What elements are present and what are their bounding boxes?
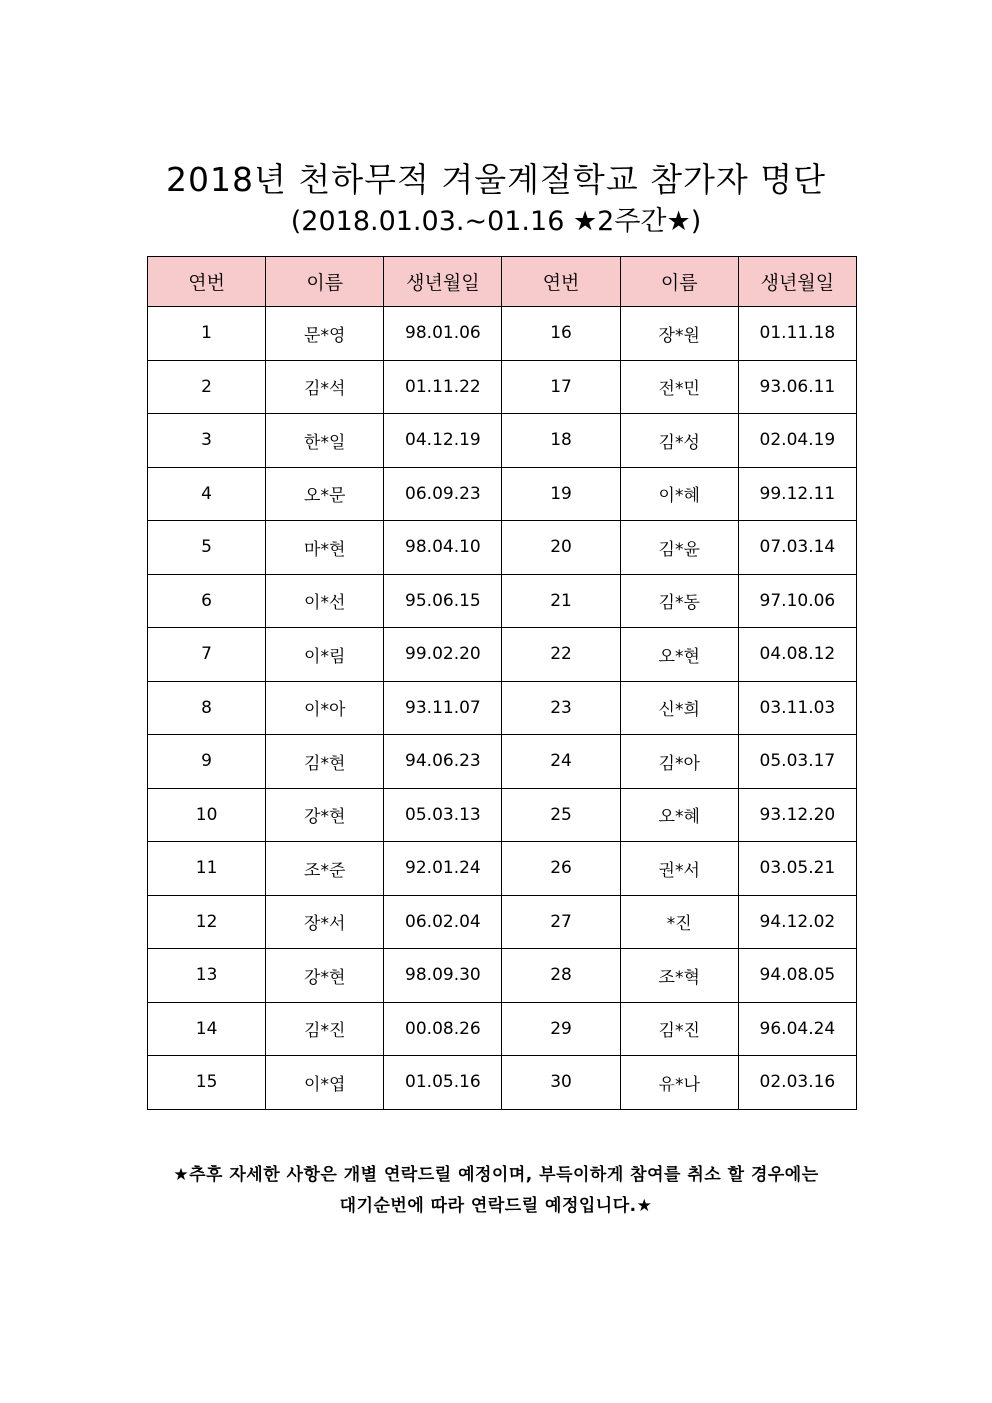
cell-name: 권*서 <box>620 842 738 896</box>
cell-number: 7 <box>148 628 266 682</box>
cell-number: 19 <box>502 467 620 521</box>
cell-birthdate: 02.04.19 <box>738 414 856 468</box>
cell-name: 오*현 <box>620 628 738 682</box>
cell-name: 이*선 <box>266 574 384 628</box>
cell-number: 10 <box>148 788 266 842</box>
table-row <box>148 949 857 1003</box>
cell-number: 22 <box>502 628 620 682</box>
cell-number: 8 <box>148 681 266 735</box>
cell-name: 조*준 <box>266 842 384 896</box>
cell-name: 김*아 <box>620 735 738 789</box>
cell-name: 김*윤 <box>620 521 738 575</box>
cell-birthdate: 00.08.26 <box>384 1002 502 1056</box>
cell-name: 이*엽 <box>266 1056 384 1110</box>
cell-name: 김*동 <box>620 574 738 628</box>
cell-number: 30 <box>502 1056 620 1110</box>
cell-birthdate: 04.12.19 <box>384 414 502 468</box>
cell-birthdate: 99.02.20 <box>384 628 502 682</box>
cell-number: 1 <box>148 307 266 361</box>
table-row <box>148 574 857 628</box>
page-title: 2018년 천하무적 겨울계절학교 참가자 명단 <box>166 160 826 199</box>
cell-number: 2 <box>148 360 266 414</box>
cell-number: 16 <box>502 307 620 361</box>
cell-number: 28 <box>502 949 620 1003</box>
cell-number: 26 <box>502 842 620 896</box>
cell-number: 13 <box>148 949 266 1003</box>
cell-name: 전*민 <box>620 360 738 414</box>
cell-name: 신*희 <box>620 681 738 735</box>
cell-name: 김*진 <box>266 1002 384 1056</box>
cell-number: 4 <box>148 467 266 521</box>
cell-name: 유*나 <box>620 1056 738 1110</box>
notice-line-1: ★추후 자세한 사항은 개별 연락드릴 예정이며, 부득이하게 참여를 취소 할 경우에는 <box>173 1165 819 1185</box>
cell-birthdate: 93.11.07 <box>384 681 502 735</box>
table-row <box>148 521 857 575</box>
cell-birthdate: 04.08.12 <box>738 628 856 682</box>
cell-birthdate: 97.10.06 <box>738 574 856 628</box>
cell-name: 오*문 <box>266 467 384 521</box>
cell-birthdate: 98.01.06 <box>384 307 502 361</box>
header-number-right: 연번 <box>502 257 620 307</box>
cell-name: 조*혁 <box>620 949 738 1003</box>
page-subtitle: (2018.01.03.~01.16 ★2주간★) <box>290 206 702 237</box>
table-row <box>148 842 857 896</box>
header-number-left: 연번 <box>148 257 266 307</box>
table-row <box>148 467 857 521</box>
cell-birthdate: 01.05.16 <box>384 1056 502 1110</box>
cell-birthdate: 02.03.16 <box>738 1056 856 1110</box>
cell-name: 이*림 <box>266 628 384 682</box>
table-row <box>148 307 857 361</box>
cell-number: 9 <box>148 735 266 789</box>
participant-table <box>147 256 857 1110</box>
cell-number: 3 <box>148 414 266 468</box>
table-body <box>148 307 857 1110</box>
notice-line-2: 대기순번에 따라 연락드릴 예정입니다.★ <box>339 1196 653 1216</box>
cell-number: 27 <box>502 895 620 949</box>
cell-name: 장*서 <box>266 895 384 949</box>
cell-number: 29 <box>502 1002 620 1056</box>
cell-name: *진 <box>620 895 738 949</box>
table-row <box>148 681 857 735</box>
cell-number: 14 <box>148 1002 266 1056</box>
cell-number: 20 <box>502 521 620 575</box>
cell-name: 김*성 <box>620 414 738 468</box>
cell-birthdate: 05.03.17 <box>738 735 856 789</box>
cell-name: 김*석 <box>266 360 384 414</box>
cell-birthdate: 93.06.11 <box>738 360 856 414</box>
cell-birthdate: 94.06.23 <box>384 735 502 789</box>
cell-number: 21 <box>502 574 620 628</box>
header-name-left: 이름 <box>266 257 384 307</box>
cell-birthdate: 05.03.13 <box>384 788 502 842</box>
header-birthdate-left: 생년월일 <box>384 257 502 307</box>
cell-number: 5 <box>148 521 266 575</box>
cell-birthdate: 03.11.03 <box>738 681 856 735</box>
cell-number: 23 <box>502 681 620 735</box>
table-row <box>148 360 857 414</box>
cell-birthdate: 95.06.15 <box>384 574 502 628</box>
table-header-row <box>148 257 857 307</box>
cell-birthdate: 01.11.18 <box>738 307 856 361</box>
cell-birthdate: 98.09.30 <box>384 949 502 1003</box>
cell-number: 6 <box>148 574 266 628</box>
table-row <box>148 788 857 842</box>
cell-name: 김*진 <box>620 1002 738 1056</box>
table-row <box>148 414 857 468</box>
table-row <box>148 1056 857 1110</box>
cell-name: 장*원 <box>620 307 738 361</box>
cell-birthdate: 94.08.05 <box>738 949 856 1003</box>
table-row <box>148 895 857 949</box>
cell-name: 김*현 <box>266 735 384 789</box>
cell-name: 마*현 <box>266 521 384 575</box>
cell-name: 문*영 <box>266 307 384 361</box>
cell-name: 오*혜 <box>620 788 738 842</box>
cell-birthdate: 06.02.04 <box>384 895 502 949</box>
cell-number: 25 <box>502 788 620 842</box>
cell-birthdate: 07.03.14 <box>738 521 856 575</box>
cell-name: 한*일 <box>266 414 384 468</box>
cell-number: 12 <box>148 895 266 949</box>
table-row <box>148 735 857 789</box>
header-birthdate-right: 생년월일 <box>738 257 856 307</box>
cell-birthdate: 03.05.21 <box>738 842 856 896</box>
table-row <box>148 1002 857 1056</box>
cell-name: 이*혜 <box>620 467 738 521</box>
cell-number: 18 <box>502 414 620 468</box>
cell-name: 이*아 <box>266 681 384 735</box>
table-row <box>148 628 857 682</box>
notice-text <box>0 1160 992 1222</box>
cell-number: 15 <box>148 1056 266 1110</box>
cell-birthdate: 98.04.10 <box>384 521 502 575</box>
header-name-right: 이름 <box>620 257 738 307</box>
cell-number: 17 <box>502 360 620 414</box>
cell-birthdate: 96.04.24 <box>738 1002 856 1056</box>
cell-name: 강*현 <box>266 788 384 842</box>
cell-birthdate: 94.12.02 <box>738 895 856 949</box>
cell-name: 강*현 <box>266 949 384 1003</box>
cell-birthdate: 06.09.23 <box>384 467 502 521</box>
cell-birthdate: 01.11.22 <box>384 360 502 414</box>
cell-birthdate: 92.01.24 <box>384 842 502 896</box>
cell-birthdate: 93.12.20 <box>738 788 856 842</box>
cell-number: 11 <box>148 842 266 896</box>
cell-number: 24 <box>502 735 620 789</box>
cell-birthdate: 99.12.11 <box>738 467 856 521</box>
